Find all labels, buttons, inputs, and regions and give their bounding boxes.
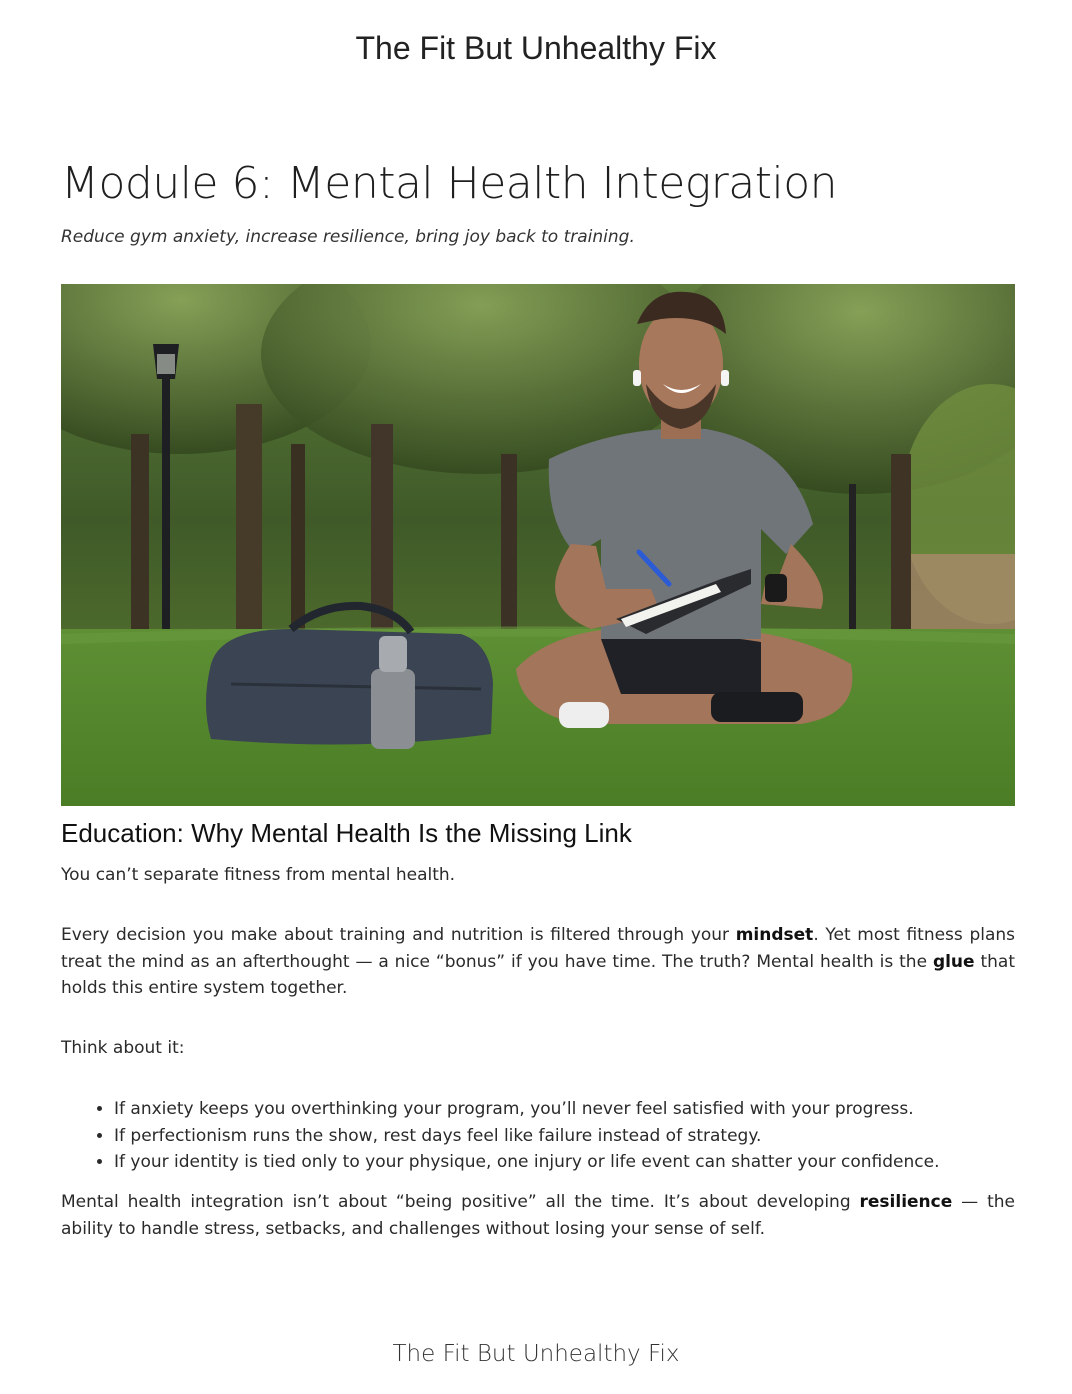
emphasis-glue: glue <box>932 951 975 972</box>
text-run: that holds this entire system together. <box>61 951 1015 998</box>
page-title: Module 6: Mental Health Integration <box>61 158 838 209</box>
page-subtitle: Reduce gym anxiety, increase resilience, bring joy back to training. <box>61 227 635 247</box>
list-item: • If your identity is tied only to your physique, one injury or life event can shatter your confidence. <box>114 1149 1068 1176</box>
hero-image <box>61 284 1015 806</box>
emphasis-resilience: resilience <box>859 1192 953 1212</box>
text-run: Every decision you make about training and nutrition is filtered through your <box>61 925 736 945</box>
site-header-title: The Fit But Unhealthy Fix <box>355 30 717 66</box>
text-run: — the ability to handle stress, setbacks, and challenges without losing your sense of self. <box>61 1192 1015 1239</box>
text-run: . Yet most fitness plans treat the mind as an afterthought — a nice “bonus” if you have time. The truth? Mental health is the <box>61 925 1016 972</box>
resilience-paragraph <box>61 1189 1015 1242</box>
text-run: Mental health integration isn’t about “being positive” all the time. It’s about developing <box>61 1192 860 1212</box>
intro-paragraph: You can’t separate fitness from mental health. <box>61 865 456 885</box>
list-item: • If anxiety keeps you overthinking your program, you’ll never feel satisfied with your progress. <box>114 1096 1068 1123</box>
section-heading: Education: Why Mental Health Is the Missing Link <box>61 818 632 848</box>
site-footer-title: The Fit But Unhealthy Fix <box>392 1341 680 1367</box>
think-paragraph: Think about it: <box>61 1038 185 1058</box>
list-item: • If perfectionism runs the show, rest days feel like failure instead of strategy. <box>114 1123 1068 1150</box>
emphasis-mindset: mindset <box>735 925 814 945</box>
mindset-paragraph <box>61 922 1015 1002</box>
bullet-list <box>61 1096 1068 1176</box>
